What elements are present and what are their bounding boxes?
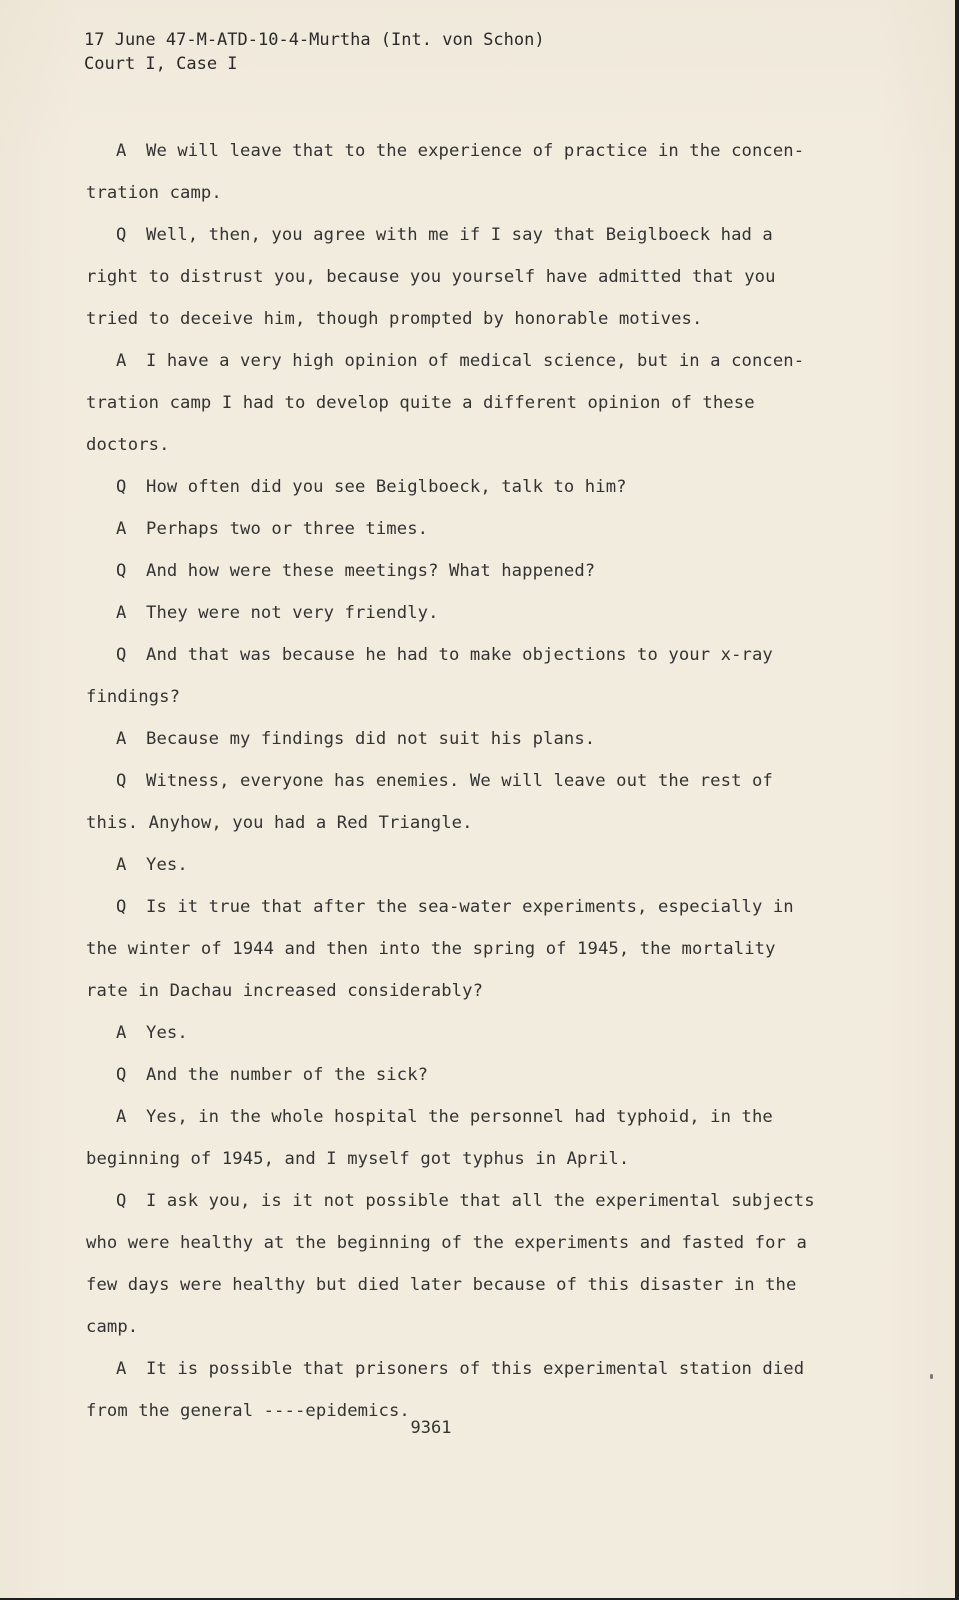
paragraph-text: Witness, everyone has enemies. We will leave out the rest of this. Anyhow, you had a Red Triangle. [86,771,773,833]
transcript-paragraph [86,1012,826,1054]
transcript-paragraph [86,718,826,760]
transcript-paragraph [86,1054,826,1096]
transcript-paragraph [86,340,826,466]
paragraph-text: We will leave that to the experience of practice in the concen-tration camp. [86,141,805,203]
paragraph-text: They were not very friendly. [146,603,439,623]
speaker-label: A [116,855,127,875]
speaker-label: Q [116,771,127,791]
speaker-label: Q [116,897,127,917]
speaker-label: A [116,603,127,623]
speaker-label: Q [116,561,127,581]
speaker-label: Q [116,645,127,665]
speaker-label: Q [116,1191,127,1211]
speaker-label: Q [116,225,127,245]
transcript-paragraph [86,592,826,634]
speaker-label: A [116,1023,127,1043]
transcript-paragraph [86,214,826,340]
paragraph-text: I ask you, is it not possible that all the experimental subjects who were healthy at the beginning of the experiments and fasted for a few days were healthy but died later because of this disaster in the camp. [86,1191,815,1337]
header-line-1: 17 June 47-M-ATD-10-4-Murtha (Int. von Schon) [84,30,545,50]
speaker-label: Q [116,477,127,497]
transcript-body [86,130,826,1432]
speaker-label: A [116,729,127,749]
transcript-paragraph [86,760,826,844]
paragraph-text: And how were these meetings? What happened? [146,561,596,581]
document-header [84,28,545,76]
paragraph-text: Yes. [146,855,188,875]
speaker-label: Q [116,1065,127,1085]
speaker-label: A [116,141,127,161]
paragraph-text: Is it true that after the sea-water experiments, especially in the winter of 1944 and then into the spring of 1945, the mortality rate in Dachau increased considerably? [86,897,794,1001]
transcript-paragraph [86,1180,826,1348]
paragraph-text: It is possible that prisoners of this experimental station died from the general ----epidemics. [86,1359,805,1421]
paragraph-text: How often did you see Beiglboeck, talk to him? [146,477,627,497]
paragraph-text: Perhaps two or three times. [146,519,429,539]
transcript-paragraph [86,886,826,1012]
speaker-label: A [116,519,127,539]
speaker-label: A [116,1359,127,1379]
speaker-label: A [116,1107,127,1127]
paragraph-text: I have a very high opinion of medical science, but in a concen-tration camp I had to develop quite a different opinion of these doctors. [86,351,805,455]
transcript-paragraph [86,1096,826,1180]
header-line-2: Court I, Case I [84,54,238,74]
transcript-paragraph [86,508,826,550]
transcript-paragraph [86,550,826,592]
page-number: 9361 [410,1418,452,1438]
paper-speck [930,1374,933,1379]
transcript-paragraph [86,634,826,718]
transcript-paragraph [86,844,826,886]
transcript-paragraph [86,130,826,214]
paragraph-text: Yes. [146,1023,188,1043]
paragraph-text: Yes, in the whole hospital the personnel had typhoid, in the beginning of 1945, and I myself got typhus in April. [86,1107,773,1169]
paragraph-text: Because my findings did not suit his plans. [146,729,596,749]
paragraph-text: And that was because he had to make objections to your x-ray findings? [86,645,773,707]
speaker-label: A [116,351,127,371]
paragraph-text: Well, then, you agree with me if I say that Beiglboeck had a right to distrust you, because you yourself have admitted that you tried to deceive him, though prompted by honorable motives. [86,225,776,329]
paragraph-text: And the number of the sick? [146,1065,429,1085]
transcript-paragraph [86,466,826,508]
